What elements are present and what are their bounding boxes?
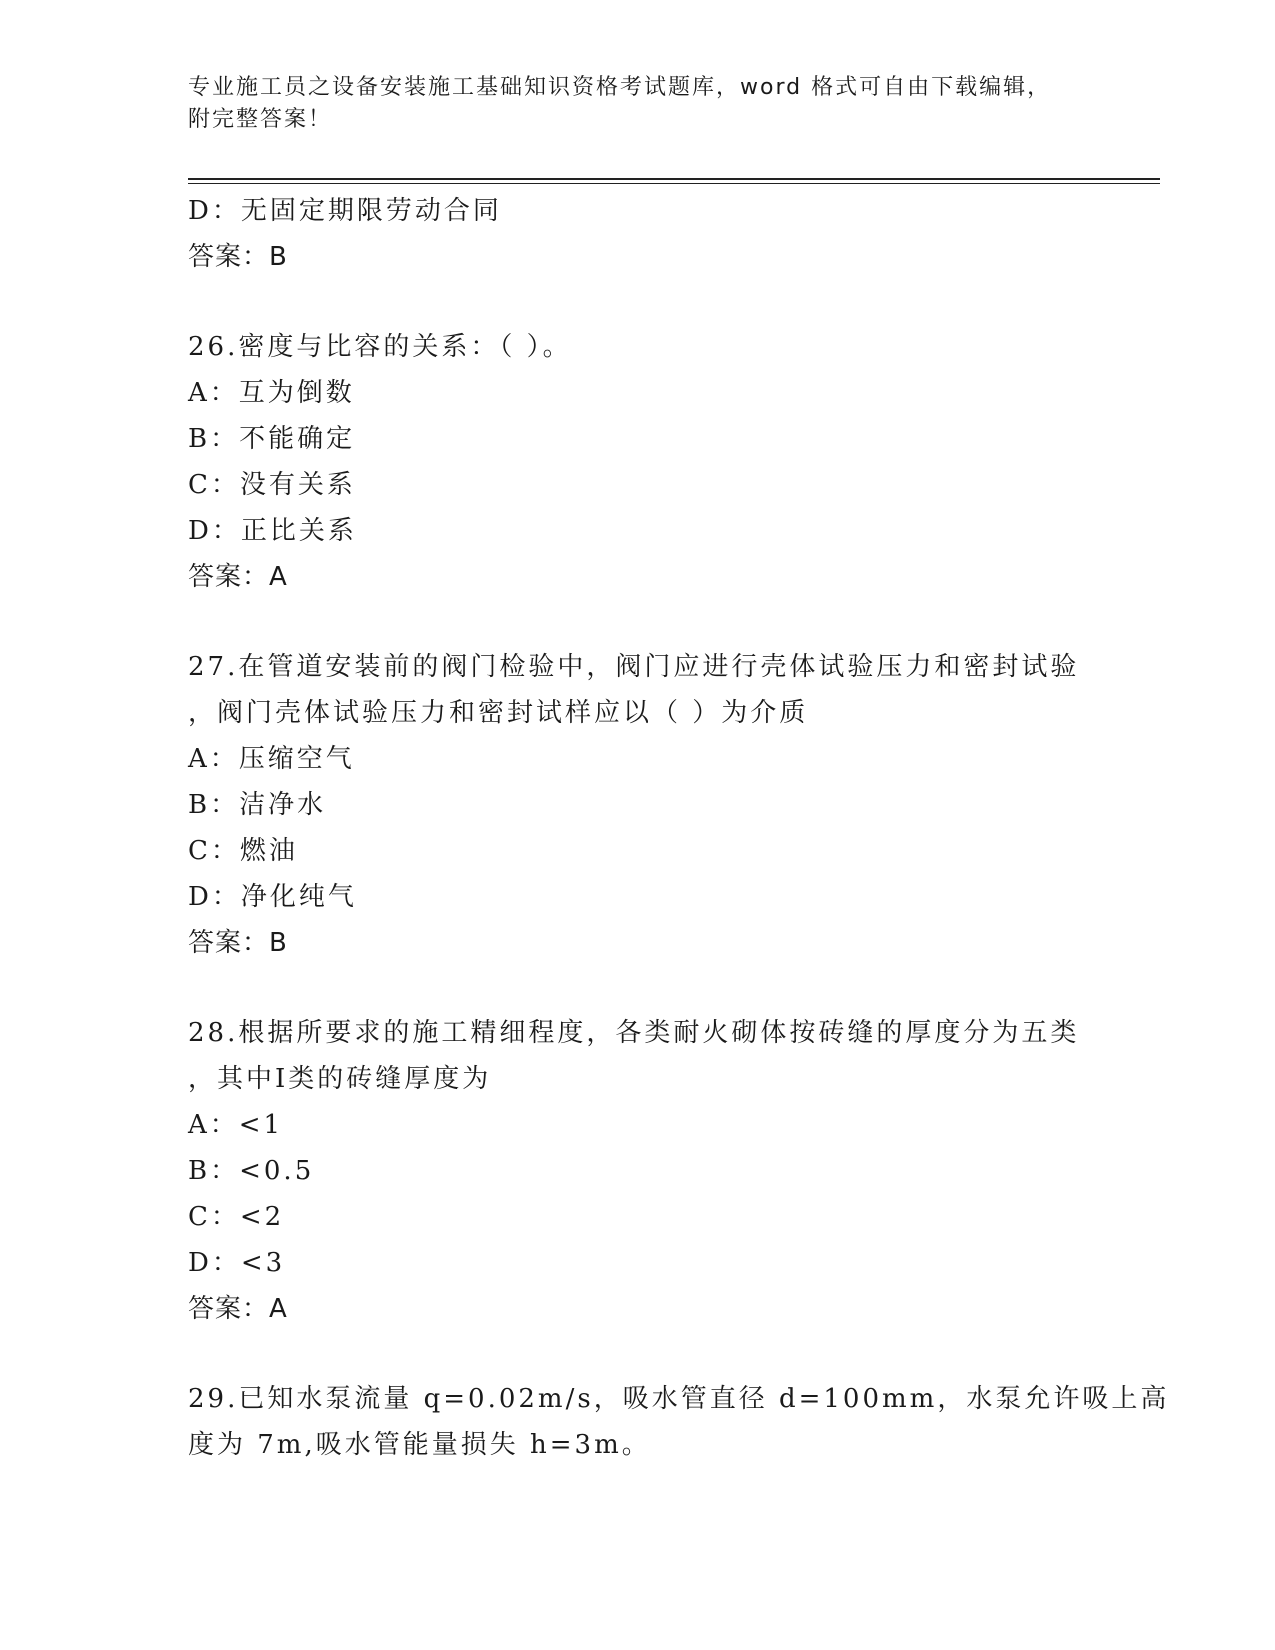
- question-content: [188, 188, 1170, 1468]
- option-c: C：<2: [188, 1202, 285, 1232]
- question-text-continued: 度为 7m,吸水管能量损失 h=3m。: [188, 1430, 651, 1460]
- spacer: [188, 600, 1088, 644]
- document-header: [188, 72, 1088, 136]
- option-c: C：燃油: [188, 836, 298, 866]
- header-line-1: 专业施工员之设备安装施工基础知识资格考试题库，word 格式可自由下载编辑，: [188, 75, 1052, 100]
- question-text-continued: ，阀门壳体试验压力和密封试样应以（ ）为介质: [188, 698, 809, 728]
- question-text-continued: ，其中Ⅰ类的砖缝厚度为: [188, 1064, 492, 1094]
- question-text: 28.根据所要求的施工精细程度，各类耐火砌体按砖缝的厚度分为五类: [188, 1018, 1080, 1048]
- answer-line: 答案：A: [188, 562, 288, 592]
- option-b: B：不能确定: [188, 424, 356, 454]
- question-text: 29.已知水泵流量 q=0.02m/s，吸水管直径 d=100mm，水泵允许吸上高: [188, 1384, 1170, 1414]
- option-a: A：互为倒数: [188, 378, 355, 408]
- header-line-2: 附完整答案！: [188, 107, 333, 132]
- header-divider-thin: [188, 183, 1160, 184]
- option-d: D：净化纯气: [188, 882, 357, 912]
- answer-line: 答案：B: [188, 928, 288, 958]
- question-26: [188, 324, 1088, 600]
- spacer: [188, 280, 1088, 324]
- question-29: [188, 1376, 1170, 1468]
- option-d: D：无固定期限劳动合同: [188, 196, 502, 226]
- question-28: [188, 1010, 1088, 1332]
- option-d: D：<3: [188, 1248, 286, 1278]
- answer-line: 答案：A: [188, 1294, 288, 1324]
- option-a: A：<1: [188, 1110, 284, 1140]
- option-d: D：正比关系: [188, 516, 357, 546]
- option-b: B：<0.5: [188, 1156, 315, 1186]
- spacer: [188, 966, 1088, 1010]
- option-b: B：洁净水: [188, 790, 327, 820]
- spacer: [188, 1332, 1088, 1376]
- answer-line: 答案：B: [188, 242, 288, 272]
- question-27: [188, 644, 1088, 966]
- carryover-block: [188, 188, 1088, 280]
- question-text: 27.在管道安装前的阀门检验中，阀门应进行壳体试验压力和密封试验: [188, 652, 1080, 682]
- option-c: C：没有关系: [188, 470, 356, 500]
- question-text: 26.密度与比容的关系：（ ）。: [188, 332, 572, 362]
- header-divider-thick: [188, 178, 1160, 180]
- option-a: A：压缩空气: [188, 744, 355, 774]
